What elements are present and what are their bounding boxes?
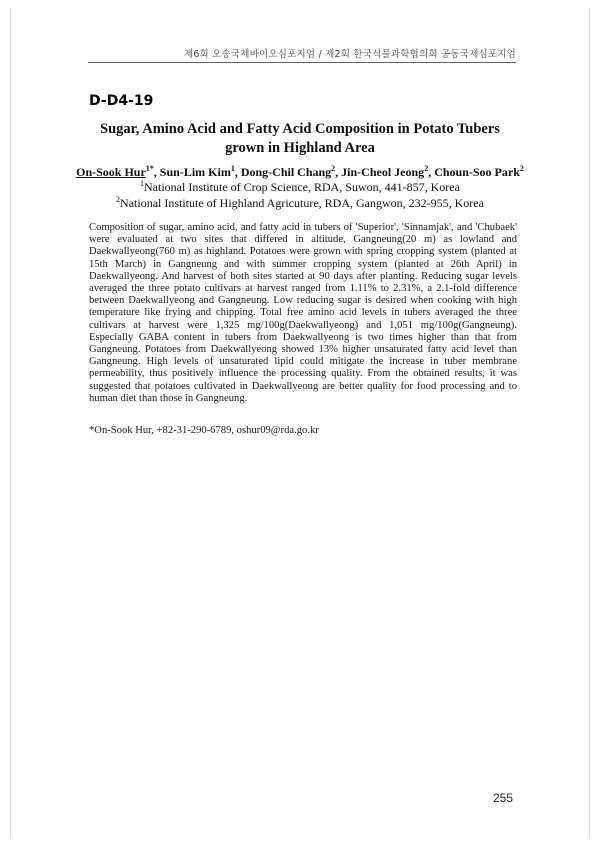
author-sup: 2: [519, 164, 524, 173]
author-name: On-Sook Hur: [76, 165, 146, 179]
page-number: 255: [492, 791, 513, 805]
author-sup: 2: [424, 164, 429, 173]
author-name: Choun-Soo Park: [434, 165, 520, 179]
paper-code: D-D4-19: [89, 93, 154, 109]
affiliation-sup: 1: [140, 179, 145, 188]
affiliation-sup: 2: [116, 195, 121, 204]
contact-info: *On-Sook Hur, +82-31-290-6789, oshur09@rda.go.kr: [89, 425, 319, 436]
paper-title: Sugar, Amino Acid and Fatty Acid Composition in Potato Tubers grown in Highland Area: [100, 121, 500, 156]
author-sup: 2: [331, 164, 336, 173]
author-sup: 1*: [145, 164, 154, 173]
affiliation-1: [80, 180, 520, 195]
affiliation-text: National Institute of Crop Science, RDA, Suwon, 441-857, Korea: [144, 180, 460, 194]
author-name: Jin-Cheol Jeong: [341, 165, 425, 179]
abstract-body: Composition of sugar, amino acid, and fatty acid in tubers of 'Superior', 'Sinnamjak', and 'Chubaek' were evaluated at two sites that differed in altitude, Gangneung(20 m) as lowland and Daekwallyeong(760 m) as highland. Potatoes were grown with spring cropping system (planted at 15th March) in Gangneung and with summer cropping system (planted at 26th April) in Daekwallyeong. And harvest of both sites started at 90 days after planting. Reducing sugar levels averaged the three potato cultivars at harvest ranged from 1.11% to 2.31%, a 2.1-fold difference between Daekwallyeong and Gangneung. Low reducing sugar is desired when cooking with high temperature like frying and chipping. Total free amino acid levels in tubers averaged the three cultivars at harvest were 1,325 mg/100g(Daekwallyeong) and 1,051 mg/100g(Gangneung). Especially GABA content in tubers from Daekwallyeong is two times higher than that from Gangneung. Potatoes from Daekwallyeong showed 13% higher unsaturated fatty acid level than Gangneung. High levels of unsaturated lipid could mitigate the increase in tuber membrane permeability, thus positively influence the processing quality. From the obtained results, it was suggested that potatoes cultivated in Daekwallyeong are better quality for food processing and to human diet than those in Gangneung.: [89, 222, 517, 404]
author-name: Dong-Chil Chang: [240, 165, 332, 179]
author-list: On-Sook Hur$^{1*}$, Sun-Lim Kim$^1$, Dong-Chil Chang$^2$, Jin-Cheol Jeong$^2$, Choun-Soo Park$^2$: [76, 164, 524, 179]
affiliation-2: [80, 196, 520, 211]
affiliation-text: National Institute of Highland Agricuture, RDA, Gangwon, 232-955, Korea: [120, 196, 484, 210]
author-sup: 1: [230, 164, 235, 173]
author-name: Sun-Lim Kim: [159, 165, 231, 179]
running-header: 제6회 오송국제바이오심포지엄 / 제2회 한국식물과학협의회 공동국제심포지엄: [183, 49, 516, 60]
header-divider: [88, 62, 516, 63]
